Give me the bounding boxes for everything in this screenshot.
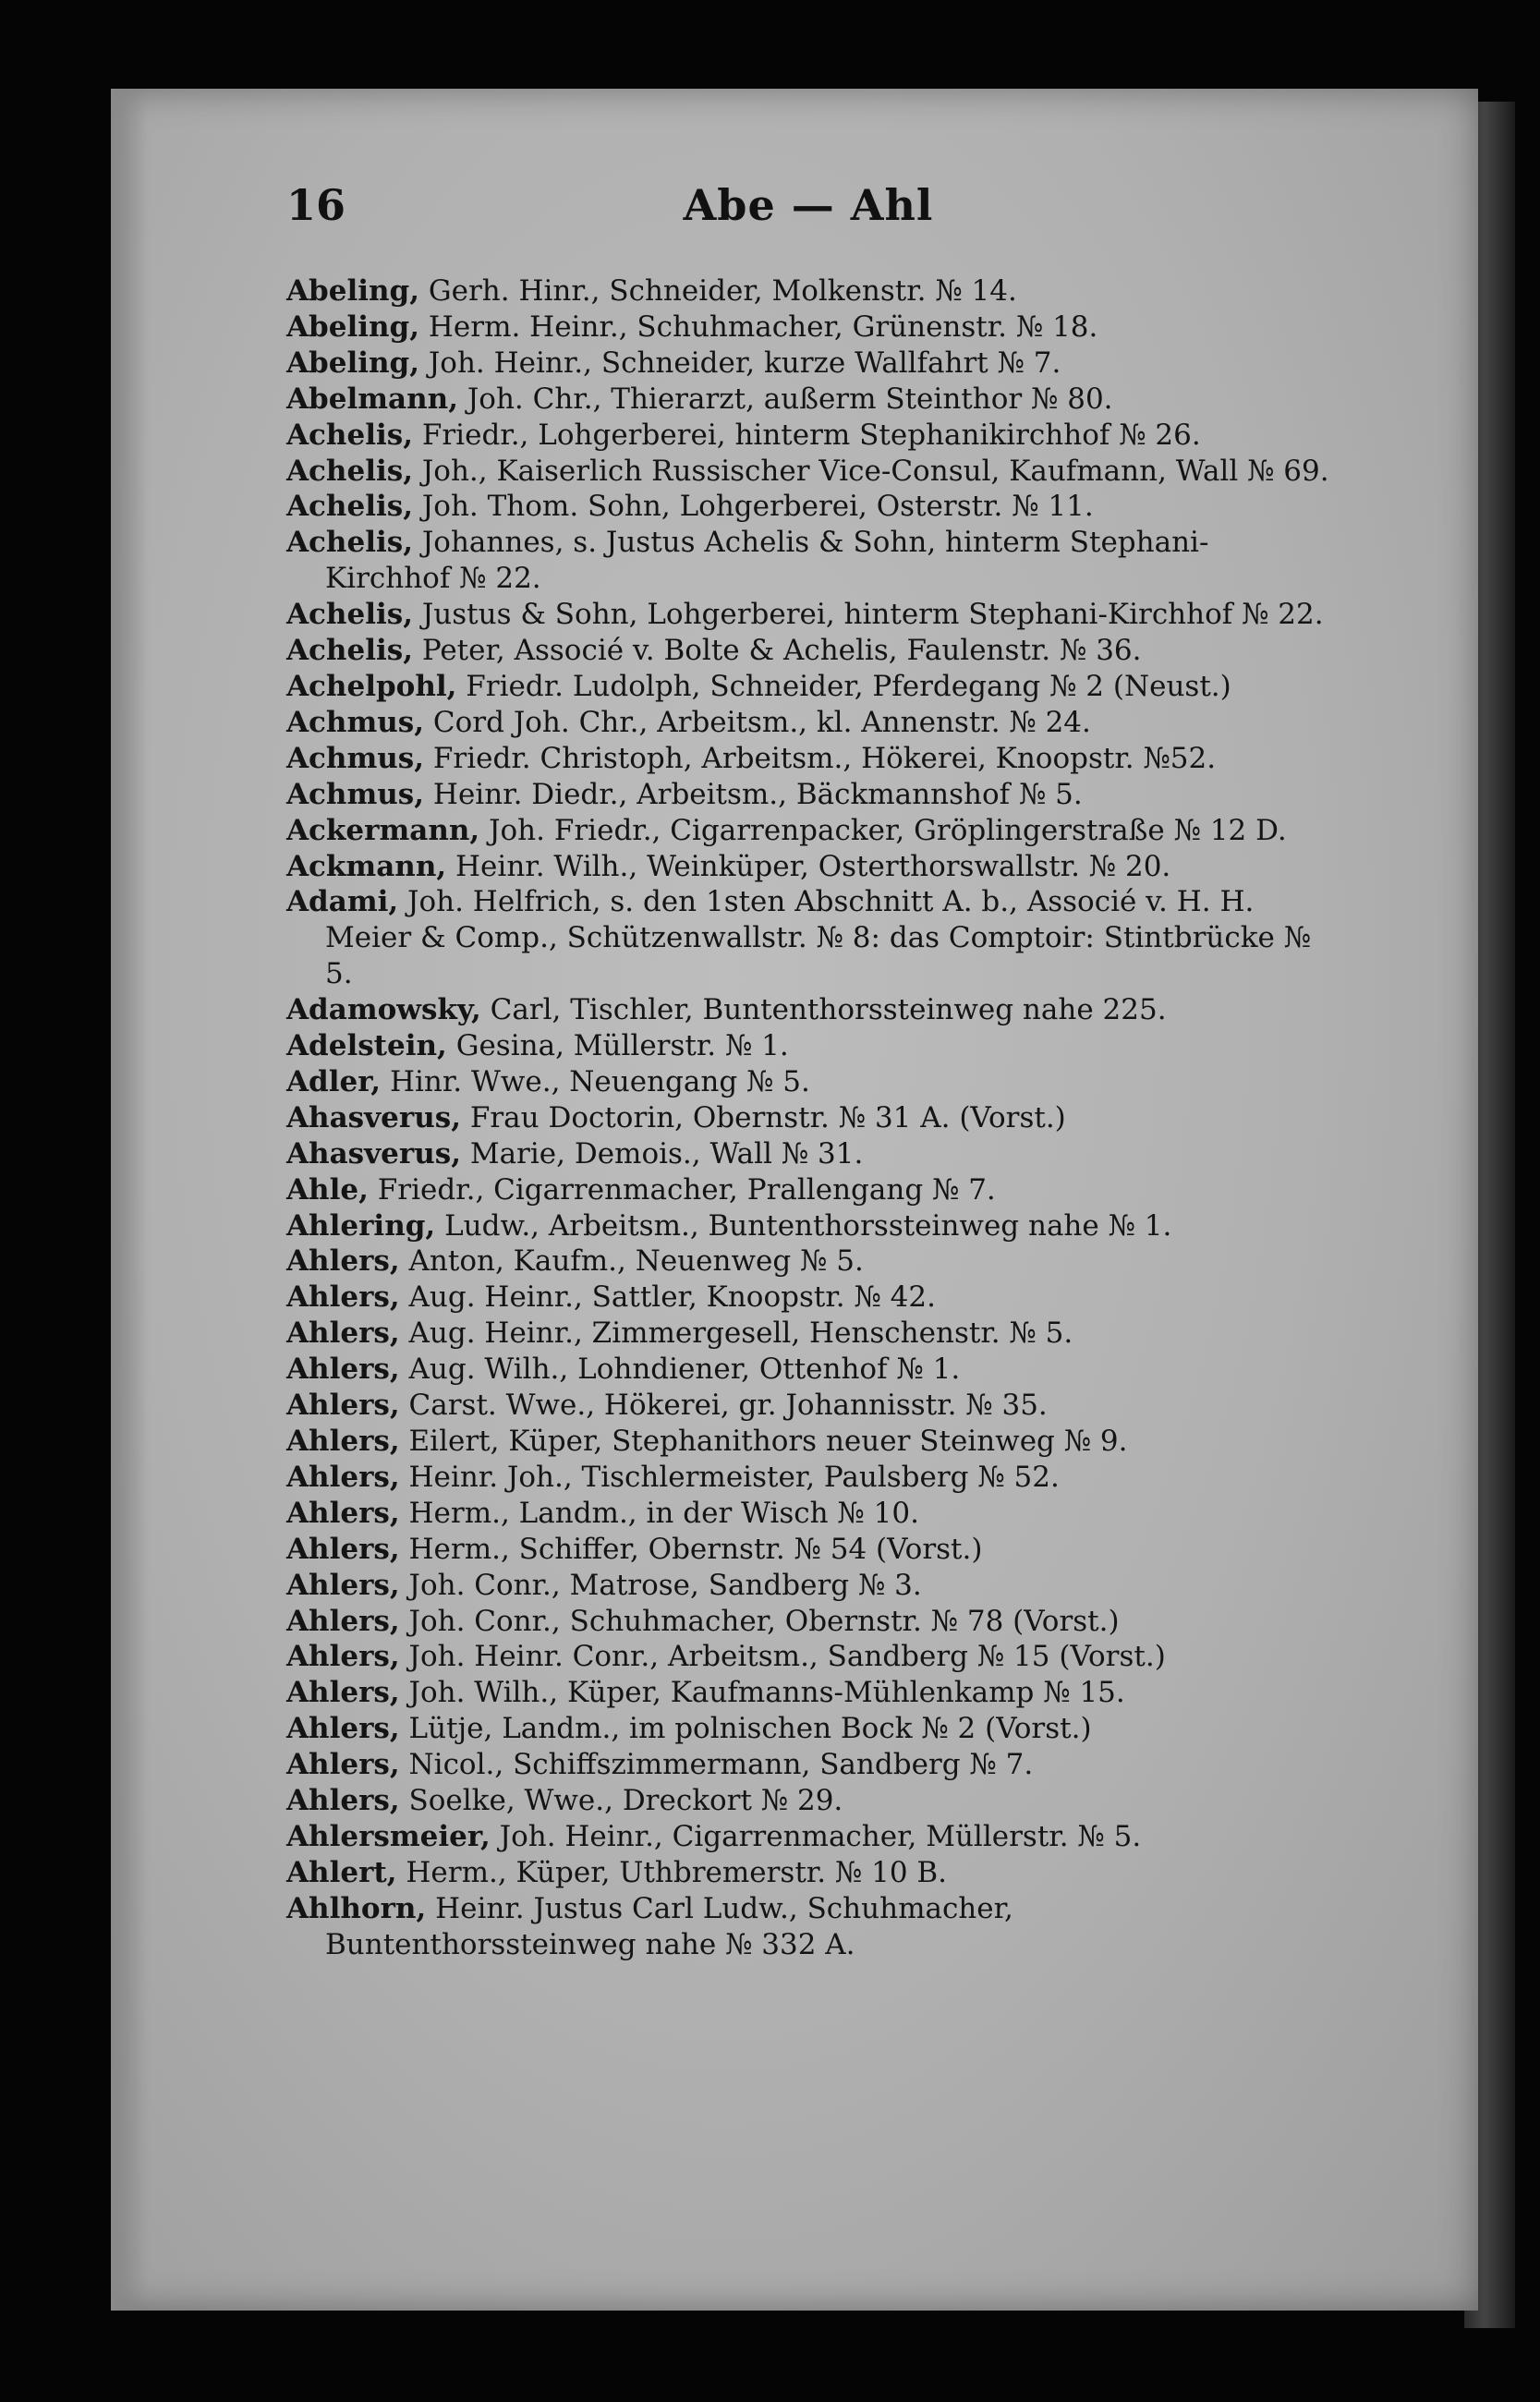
entry-details: Anton, Kaufm., Neuenweg № 5. xyxy=(399,1244,864,1279)
entry-surname: Achmus, xyxy=(286,741,425,775)
entry-details: Nicol., Schiffszimmermann, Sandberg № 7. xyxy=(399,1748,1034,1782)
entry-surname: Ahlers, xyxy=(286,1353,400,1387)
entry-surname: Achelpohl, xyxy=(286,669,457,703)
entry-details: Friedr. Christoph, Arbeitsm., Hökerei, Knoopstr. №52. xyxy=(424,741,1217,775)
directory-entry xyxy=(286,1028,1330,1064)
directory-entry xyxy=(286,992,1330,1028)
entry-details: Friedr., Cigarrenmacher, Prallengang № 7. xyxy=(368,1172,996,1207)
entry-details: Herm., Landm., in der Wisch № 10. xyxy=(399,1496,919,1530)
entry-details: Frau Doctorin, Obernstr. № 31 A. (Vorst.) xyxy=(460,1100,1066,1134)
entry-details: Joh. Conr., Schuhmacher, Obernstr. № 78 (Vorst.) xyxy=(399,1604,1120,1638)
entry-surname: Ahlert, xyxy=(286,1855,397,1889)
entry-details: Aug. Heinr., Sattler, Knoopstr. № 42. xyxy=(399,1280,936,1315)
entry-details: Carst. Wwe., Hökerei, gr. Johannisstr. № 35. xyxy=(399,1389,1048,1423)
entry-surname: Ahlers, xyxy=(286,1244,400,1279)
entry-surname: Achmus, xyxy=(286,777,425,811)
entry-details: Joh. Heinr. Conr., Arbeitsm., Sandberg № 15 (Vorst.) xyxy=(399,1640,1166,1674)
entry-surname: Adelstein, xyxy=(286,1029,447,1063)
entry-surname: Achelis, xyxy=(286,454,413,488)
entry-details: Lütje, Landm., im polnischen Bock № 2 (Vorst.) xyxy=(399,1712,1092,1746)
entry-surname: Ahlers, xyxy=(286,1568,400,1602)
entry-details: Joh. Helfrich, s. den 1sten Abschnitt A. b., Associé v. H. H. Meier & Comp., Schützenwallstr. № 8: das Comptoir: Stintbrücke № 5. xyxy=(325,885,1312,991)
directory-entry xyxy=(286,273,1330,309)
entry-surname: Ahlers, xyxy=(286,1784,400,1818)
directory-entry xyxy=(286,849,1330,885)
entry-details: Justus & Sohn, Lohgerberei, hinterm Stephani-Kirchhof № 22. xyxy=(413,598,1324,632)
directory-entry xyxy=(286,1855,1330,1891)
directory-entry xyxy=(286,1172,1330,1208)
entry-details: Heinr. Wilh., Weinküper, Osterthorswallstr. № 20. xyxy=(446,849,1171,883)
entry-surname: Adami, xyxy=(286,885,399,919)
directory-entry xyxy=(286,346,1330,382)
directory-entry xyxy=(286,1316,1330,1352)
entry-details: Joh. Heinr., Schneider, kurze Wallfahrt № 7. xyxy=(419,346,1061,380)
directory-entry xyxy=(286,525,1330,597)
entry-details: Johannes, s. Justus Achelis & Sohn, hinterm Stephani-Kirchhof № 22. xyxy=(325,526,1209,596)
entry-details: Herm. Heinr., Schuhmacher, Grünenstr. № 18. xyxy=(419,309,1098,344)
directory-entry xyxy=(286,1819,1330,1855)
entry-surname: Achmus, xyxy=(286,705,425,739)
entry-surname: Achelis, xyxy=(286,598,413,632)
entry-details: Friedr., Lohgerberei, hinterm Stephanikirchhof № 26. xyxy=(413,418,1201,452)
entry-surname: Achelis, xyxy=(286,490,413,524)
directory-entry xyxy=(286,1496,1330,1532)
directory-entry xyxy=(286,1388,1330,1424)
entry-surname: Adler, xyxy=(286,1064,382,1098)
directory-entry xyxy=(286,1100,1330,1136)
entry-details: Joh. Wilh., Küper, Kaufmanns-Mühlenkamp № 15. xyxy=(399,1676,1125,1710)
entry-details: Herm., Schiffer, Obernstr. № 54 (Vorst.) xyxy=(399,1532,983,1566)
entry-details: Friedr. Ludolph, Schneider, Pferdegang № 2 (Neust.) xyxy=(456,669,1231,703)
directory-entry xyxy=(286,454,1330,490)
entry-details: Aug. Wilh., Lohndiener, Ottenhof № 1. xyxy=(399,1353,961,1387)
entry-surname: Ahle, xyxy=(286,1172,369,1207)
entry-surname: Adamowsky, xyxy=(286,993,481,1027)
entry-details: Eilert, Küper, Stephanithors neuer Steinweg № 9. xyxy=(399,1425,1128,1458)
directory-entry xyxy=(286,813,1330,849)
entry-details: Joh., Kaiserlich Russischer Vice-Consul, Kaufmann, Wall № 69. xyxy=(413,454,1329,488)
directory-entry xyxy=(286,1568,1330,1604)
entry-details: Marie, Demois., Wall № 31. xyxy=(460,1136,864,1171)
entry-surname: Achelis, xyxy=(286,634,413,668)
entry-details: Heinr. Diedr., Arbeitsm., Bäckmannshof № 5. xyxy=(424,777,1083,811)
directory-entry xyxy=(286,1675,1330,1711)
page-header xyxy=(286,180,1330,245)
entry-surname: Ahlers, xyxy=(286,1460,400,1494)
directory-entry xyxy=(286,633,1330,669)
page-number: 16 xyxy=(286,180,346,230)
entry-details: Joh. Heinr., Cigarrenmacher, Müllerstr. № 5. xyxy=(490,1819,1142,1853)
running-head: Abe — Ahl xyxy=(683,180,934,230)
directory-entry xyxy=(286,1891,1330,1963)
directory-entry xyxy=(286,1711,1330,1747)
directory-entry xyxy=(286,597,1330,633)
entry-surname: Ahlers, xyxy=(286,1676,400,1710)
entry-surname: Ahasverus, xyxy=(286,1136,461,1171)
directory-entry xyxy=(286,418,1330,454)
directory-entry xyxy=(286,1424,1330,1460)
directory-entry xyxy=(286,489,1330,525)
entry-surname: Ahlhorn, xyxy=(286,1891,427,1925)
entry-surname: Ackmann, xyxy=(286,849,447,883)
directory-entry xyxy=(286,1208,1330,1244)
entry-details: Ludw., Arbeitsm., Buntenthorssteinweg nahe № 1. xyxy=(435,1208,1172,1243)
page-edge xyxy=(111,89,148,2311)
entry-surname: Ahlersmeier, xyxy=(286,1819,491,1853)
entry-details: Joh. Friedr., Cigarrenpacker, Gröplingerstraße № 12 D. xyxy=(479,813,1287,847)
entry-surname: Ahlers, xyxy=(286,1496,400,1530)
entry-surname: Achelis, xyxy=(286,526,413,560)
entry-details: Aug. Heinr., Zimmergesell, Henschenstr. № 5. xyxy=(399,1316,1073,1351)
directory-entry xyxy=(286,1460,1330,1496)
directory-entry xyxy=(286,741,1330,777)
directory-entry xyxy=(286,309,1330,346)
directory-entry xyxy=(286,1136,1330,1172)
directory-entry xyxy=(286,1747,1330,1783)
directory-entry xyxy=(286,1639,1330,1675)
directory-entries xyxy=(286,273,1330,1963)
directory-entry xyxy=(286,884,1330,992)
directory-entry xyxy=(286,669,1330,705)
entry-surname: Abelmann, xyxy=(286,382,458,416)
entry-surname: Ahlers, xyxy=(286,1532,400,1566)
directory-entry xyxy=(286,382,1330,418)
directory-entry xyxy=(286,1064,1330,1100)
directory-entry xyxy=(286,1532,1330,1568)
entry-surname: Ahlers, xyxy=(286,1389,400,1423)
entry-details: Hinr. Wwe., Neuengang № 5. xyxy=(381,1064,810,1098)
directory-entry xyxy=(286,777,1330,813)
entry-details: Joh. Conr., Matrose, Sandberg № 3. xyxy=(399,1568,922,1602)
entry-surname: Achelis, xyxy=(286,418,413,452)
entry-details: Gerh. Hinr., Schneider, Molkenstr. № 14. xyxy=(419,274,1017,308)
entry-surname: Ahlers, xyxy=(286,1604,400,1638)
entry-surname: Ahasverus, xyxy=(286,1100,461,1134)
directory-entry xyxy=(286,1243,1330,1280)
entry-details: Heinr. Joh., Tischlermeister, Paulsberg № 52. xyxy=(399,1460,1060,1494)
entry-surname: Ahlers, xyxy=(286,1748,400,1782)
entry-surname: Ackermann, xyxy=(286,813,480,847)
directory-entry xyxy=(286,705,1330,741)
entry-surname: Ahlers, xyxy=(286,1712,400,1746)
entry-details: Herm., Küper, Uthbremerstr. № 10 B. xyxy=(396,1855,948,1889)
entry-surname: Ahlering, xyxy=(286,1208,436,1243)
entry-details: Joh. Thom. Sohn, Lohgerberei, Osterstr. № 11. xyxy=(413,490,1094,524)
entry-surname: Ahlers, xyxy=(286,1425,400,1458)
directory-entry xyxy=(286,1280,1330,1316)
entry-surname: Ahlers, xyxy=(286,1280,400,1315)
entry-details: Peter, Associé v. Bolte & Achelis, Faulenstr. № 36. xyxy=(413,634,1142,668)
directory-entry xyxy=(286,1352,1330,1388)
directory-entry xyxy=(286,1783,1330,1819)
directory-entry xyxy=(286,1604,1330,1640)
entry-details: Carl, Tischler, Buntenthorssteinweg nahe 225. xyxy=(480,993,1167,1027)
entry-details: Gesina, Müllerstr. № 1. xyxy=(446,1029,789,1063)
entry-surname: Ahlers, xyxy=(286,1640,400,1674)
entry-details: Heinr. Justus Carl Ludw., Schuhmacher, Buntenthorssteinweg nahe № 332 A. xyxy=(325,1891,1013,1961)
entry-details: Cord Joh. Chr., Arbeitsm., kl. Annenstr. № 24. xyxy=(424,705,1091,739)
entry-details: Joh. Chr., Thierarzt, außerm Steinthor № 80. xyxy=(458,382,1113,416)
entry-surname: Abeling, xyxy=(286,309,420,344)
entry-surname: Ahlers, xyxy=(286,1316,400,1351)
entry-surname: Abeling, xyxy=(286,274,420,308)
entry-surname: Abeling, xyxy=(286,346,420,380)
entry-details: Soelke, Wwe., Dreckort № 29. xyxy=(399,1784,843,1818)
